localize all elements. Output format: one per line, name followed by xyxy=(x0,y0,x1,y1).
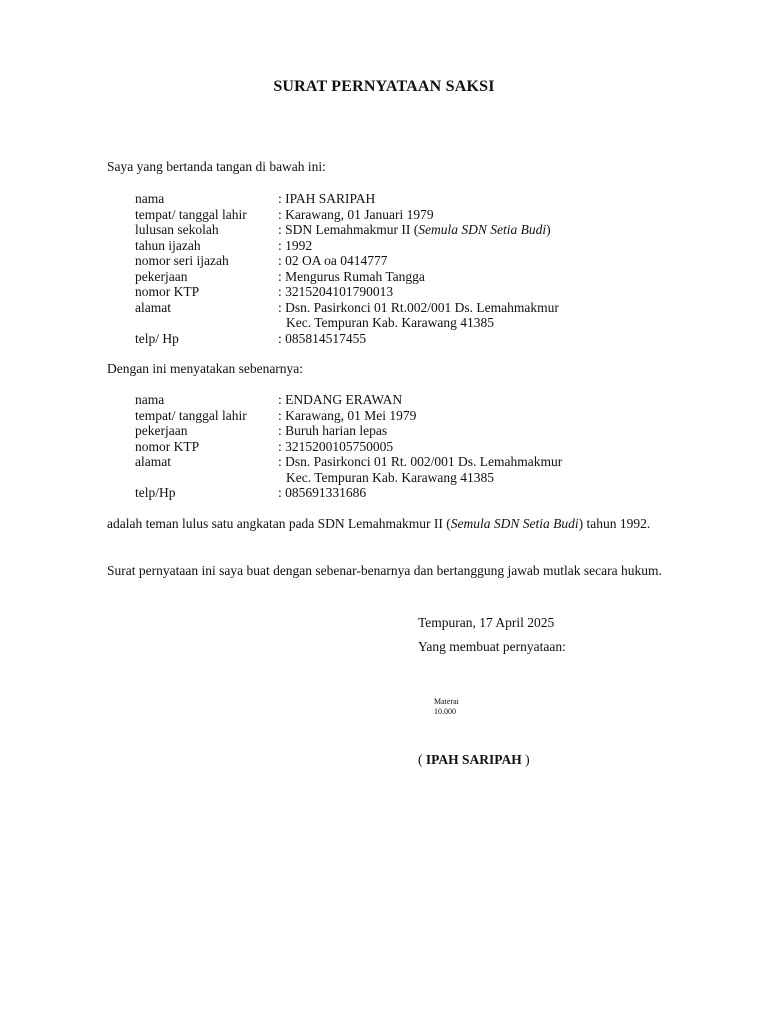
field-value: : Dsn. Pasirkonci 01 Rt.002/001 Ds. Lemahmakmur xyxy=(278,299,559,315)
subject-row-ttl xyxy=(135,408,655,424)
field-value: : Dsn. Pasirkonci 01 Rt. 002/001 Ds. Lemahmakmur xyxy=(278,454,563,469)
subject-row-telp xyxy=(135,485,655,501)
field-label: nomor KTP xyxy=(135,438,200,454)
signer-role: Yang membuat pernyataan: xyxy=(418,639,566,654)
statement-paragraph xyxy=(107,516,674,532)
subject-details xyxy=(135,392,655,501)
value-suffix: ) xyxy=(546,222,551,237)
witness-row-tahun xyxy=(135,238,655,254)
field-value: : Karawang, 01 Mei 1979 xyxy=(278,407,417,423)
field-value: : Mengurus Rumah Tangga xyxy=(278,268,425,284)
field-value: : Buruh harian lepas xyxy=(278,423,388,438)
witness-details xyxy=(135,191,655,346)
signer-name xyxy=(418,752,530,768)
field-label: tahun ijazah xyxy=(135,237,201,253)
field-label: tempat/ tanggal lahir xyxy=(135,407,247,423)
field-value: : 085814517455 xyxy=(278,330,367,346)
witness-row-pekerjaan xyxy=(135,269,655,285)
field-label: tempat/ tanggal lahir xyxy=(135,206,247,222)
witness-row-ktp xyxy=(135,284,655,300)
subject-row-ktp xyxy=(135,439,655,455)
witness-row-alamat-2 xyxy=(135,315,655,331)
witness-row-seri xyxy=(135,253,655,269)
intro-text: Saya yang bertanda tangan di bawah ini: xyxy=(107,159,326,174)
materai-stamp xyxy=(434,697,459,716)
witness-row-ttl xyxy=(135,207,655,223)
name-text: IPAH SARIPAH xyxy=(425,752,522,767)
statement-italic: Semula SDN Setia Budi xyxy=(450,516,579,531)
subject-row-alamat-2 xyxy=(135,470,655,486)
name-open-paren: ( xyxy=(418,752,426,767)
field-value: : 02 OA oa 0414777 xyxy=(278,253,388,268)
witness-row-telp xyxy=(135,331,655,347)
value-italic: Semula SDN Setia Budi xyxy=(418,222,547,237)
field-value: : 085691331686 xyxy=(278,485,367,500)
field-label: nomor KTP xyxy=(135,284,200,299)
field-value: : 1992 xyxy=(278,237,313,253)
field-label: lulusan sekolah xyxy=(135,222,219,237)
witness-row-alamat xyxy=(135,300,655,316)
field-value: : 3215204101790013 xyxy=(278,284,394,299)
subject-row-nama xyxy=(135,392,655,408)
name-close-paren: ) xyxy=(521,752,530,767)
stamp-line-2: 10.000 xyxy=(434,706,456,716)
field-value-line2: Kec. Tempuran Kab. Karawang 41385 xyxy=(286,315,494,330)
subject-row-alamat xyxy=(135,454,655,470)
declare-intro-text: Dengan ini menyatakan sebenarnya: xyxy=(107,361,304,376)
field-value xyxy=(278,222,551,238)
field-label: nama xyxy=(135,191,165,206)
field-label: alamat xyxy=(135,454,171,469)
field-label: telp/Hp xyxy=(135,485,176,500)
field-value: : IPAH SARIPAH xyxy=(278,191,376,206)
subject-row-pekerjaan xyxy=(135,423,655,439)
value-prefix: : SDN Lemahmakmur II ( xyxy=(278,222,419,237)
statement-suffix: ) tahun 1992. xyxy=(578,516,651,531)
field-label: nomor seri ijazah xyxy=(135,253,229,268)
field-value: : ENDANG ERAWAN xyxy=(278,392,403,407)
field-value: : 3215200105750005 xyxy=(278,438,394,454)
witness-row-nama xyxy=(135,191,655,207)
field-label: alamat xyxy=(135,299,171,315)
field-value-line2: Kec. Tempuran Kab. Karawang 41385 xyxy=(286,469,494,485)
place-date: Tempuran, 17 April 2025 xyxy=(418,615,555,630)
field-label: nama xyxy=(135,392,165,407)
document-title: SURAT PERNYATAAN SAKSI xyxy=(273,78,495,95)
field-value: : Karawang, 01 Januari 1979 xyxy=(278,206,434,222)
field-label: pekerjaan xyxy=(135,268,188,284)
field-label: pekerjaan xyxy=(135,423,188,438)
closing-paragraph: Surat pernyataan ini saya buat dengan sebenar-benarnya dan bertanggung jawab mutlak secara hukum. xyxy=(107,563,662,578)
stamp-line-1: Materai xyxy=(434,697,459,706)
field-label: telp/ Hp xyxy=(135,330,179,346)
statement-prefix: adalah teman lulus satu angkatan pada SDN Lemahmakmur II ( xyxy=(107,516,451,531)
witness-row-lulusan xyxy=(135,222,655,238)
